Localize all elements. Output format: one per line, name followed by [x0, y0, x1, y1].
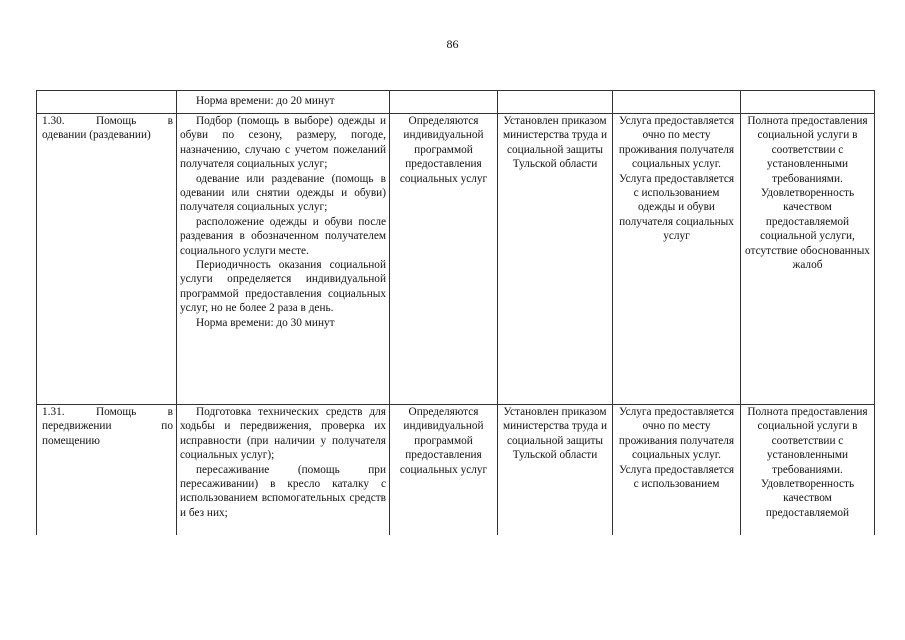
content-paragraph: Подготовка технических средств для ходьбы и передвижения, проверка их исправности (при наличии у получателя социальных услуг);: [180, 406, 386, 462]
service-title-line: 1.31. Помощь в: [42, 406, 173, 418]
cell-service-1-31: [37, 405, 177, 536]
cell-content-norm: [177, 91, 390, 114]
cell-quality-1-30: [741, 114, 875, 405]
cell-service-empty: [37, 91, 177, 114]
service-title-line: передвижении по: [42, 420, 173, 433]
services-table: [36, 90, 875, 535]
volume-text: Определяются индивидуальной программой предоставления социальных услуг: [399, 406, 488, 476]
service-title-line: помещению: [42, 434, 100, 447]
cell-volume-1-31: [390, 405, 498, 536]
quality-text: Полнота предоставления социальной услуги в соответствии с установленными требованиями. Удовлетворенность качеством предоставляемой: [747, 406, 868, 519]
cell-quality-1-31: [741, 405, 875, 536]
page-number: 86: [446, 37, 459, 51]
table-row-continuation: [37, 91, 875, 114]
volume-text: Определяются индивидуальной программой предоставления социальных услуг: [399, 115, 488, 185]
cell-content-1-31: [177, 405, 390, 536]
content-paragraph: Норма времени: до 30 минут: [196, 316, 335, 329]
content-paragraph: расположение одежды и обуви после раздевания в обозначенном получателем социального услуги месте.: [180, 215, 386, 257]
cell-tariff-1-30: [498, 114, 613, 405]
conditions-text: Услуга предоставляется очно по месту проживания получателя социальных услуг. Услуга предоставляется с использованием одежды и обуви получателя социальных услуг: [618, 115, 735, 243]
norm-time-text: Норма времени: до 20 минут: [196, 95, 335, 107]
tariff-text: Установлен приказом министерства труда и социальной защиты Тульской области: [502, 406, 608, 462]
conditions-text: Услуга предоставляется очно по месту проживания получателя социальных услуг. Услуга предоставляется с использованием: [618, 406, 735, 491]
quality-text: Полнота предоставления социальной услуги в соответствии с установленными требованиями. Удовлетворенность качеством предоставляемой социальной услуги, отсутствие обоснованных жалоб: [745, 115, 870, 272]
cell-service-1-30: [37, 114, 177, 405]
cell-volume-1-30: [390, 114, 498, 405]
cell-conditions-empty: [613, 91, 741, 114]
tariff-text: Установлен приказом министерства труда и социальной защиты Тульской области: [502, 115, 608, 171]
content-paragraph: пересаживание (помощь при пересаживании) в кресло каталку с использованием вспомогательных средств и без них;: [180, 463, 386, 519]
content-paragraph: Периодичность оказания социальной услуги определяется индивидуальной программой предоставления социальных услуг, но не более 2 раза в день.: [180, 259, 386, 315]
cell-conditions-1-31: [613, 405, 741, 536]
table-row-1-31: [37, 405, 875, 536]
cell-tariff-empty: [498, 91, 613, 114]
table-row-1-30: [37, 114, 875, 405]
service-title-line: одевании (раздевании): [42, 129, 151, 142]
cell-volume-empty: [390, 91, 498, 114]
content-paragraph: одевание или раздевание (помощь в одевании или снятии одежды и обуви) получателя социальных услуг;: [180, 172, 386, 214]
cell-conditions-1-30: [613, 114, 741, 405]
cell-tariff-1-31: [498, 405, 613, 536]
service-title-line: 1.30. Помощь в: [42, 115, 173, 127]
cell-quality-empty: [741, 91, 875, 114]
cell-content-1-30: [177, 114, 390, 405]
content-paragraph: Подбор (помощь в выборе) одежды и обуви по сезону, размеру, погоде, назначению, случаю с учетом пожеланий получателя социальных услуг;: [180, 115, 386, 171]
